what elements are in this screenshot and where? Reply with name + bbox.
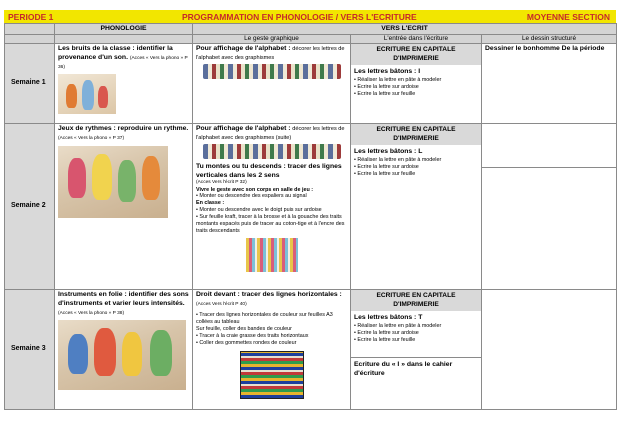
list-item: • Ecrire la lettre sur feuille [354,337,478,344]
header-phonologie: PHONOLOGIE [55,24,193,35]
dessin-cell [482,44,617,124]
list-item: • Ecrire la lettre sur ardoise [354,84,478,91]
geste-ref: (Acces Vers l'écrit P 40) [196,301,247,307]
horizontal-lines-image [240,351,304,399]
dessin-cell [482,290,617,410]
letters-label: Les lettres bâtons : I [354,68,421,76]
list-item: • Ecrire la lettre sur feuille [354,171,478,178]
header-row-1 [5,24,617,35]
geste-line: Sur feuille, coller des bandes de couleur [196,325,292,332]
alphabet-strip-image [203,144,341,159]
list-item: • Réaliser la lettre en pâte à modeler [354,157,478,164]
letters-label: Les lettres bâtons : L [354,148,423,156]
dessin-text: Dessiner le bonhomme De la période [485,45,605,53]
letters-label: Les lettres bâtons : T [354,314,423,322]
list-item: • Réaliser la lettre en pâte à modeler [354,77,478,84]
list-item: • Ecrire la lettre sur ardoise [354,330,478,337]
week-row [5,44,617,124]
phono-subheader [55,35,193,44]
geste2-line: En classe : [196,200,225,207]
corner-cell-2 [5,35,55,44]
phono-title: Les bruits de la classe : identifier la provenance d'un son. [58,45,173,61]
list-item: • Ecrire la lettre sur feuille [354,91,478,98]
geste-text: décorer les lettres de l'alphabet avec des graphismes (suite) [196,126,345,141]
header-entree: L'entrée dans l'écriture [351,35,482,44]
title-banner [4,10,616,23]
entree-cell [351,124,482,290]
geste-cell [193,124,351,290]
cahier-text: Ecriture du « I » dans le cahier d'écriture [354,361,453,378]
capitale-heading: ECRITURE EN CAPITALE D'IMPRIMERIE [351,124,481,145]
phono-ref: (Acces « Vers la phono » P 36) [58,55,188,70]
instruments-photo [58,320,186,390]
entree-cell [351,290,482,410]
corner-cell [5,24,55,35]
phono-ref: (Acces « Vers la phono » P 38) [58,310,125,316]
phono-cell [55,44,193,124]
rhythm-photo [58,146,168,218]
phono-ref: (Acces « Vers la phono » P 37) [58,135,125,141]
section-label: MOYENNE SECTION [526,11,610,22]
geste2-title: Tu montes ou tu descends : tracer des lignes verticales dans les 2 sens [196,163,342,179]
phono-title: Jeux de rythmes : reproduire un rythme. [58,125,189,133]
dessin-cell [482,124,617,290]
geste2-ref: (Acces Vers l'écrit P 32) [196,180,247,186]
week-label: Semaine 2 [5,124,55,290]
list-item: • Ecrire la lettre sur ardoise [354,164,478,171]
header-row-2 [5,35,617,44]
geste2-line: • Monter ou descendre des espaliers au signal [196,193,307,200]
geste-cell [193,290,351,410]
header-dessin: Le dessin structuré [482,35,617,44]
phono-cell [55,124,193,290]
document-title: PROGRAMMATION EN PHONOLOGIE / VERS L'ECRITURE [182,11,417,22]
capitale-heading: ECRITURE EN CAPITALE D'IMPRIMERIE [351,44,481,65]
week-row [5,124,617,290]
week-label: Semaine 3 [5,290,55,410]
week-label: Semaine 1 [5,44,55,124]
geste-cell [193,44,351,124]
capitale-heading: ECRITURE EN CAPITALE D'IMPRIMERIE [351,290,481,311]
geste-line: • Tracer à la craie grasse des traits horizontaux [196,332,309,339]
classroom-photo [58,74,116,114]
header-geste: Le geste graphique [193,35,351,44]
vertical-lines-image [246,238,298,272]
programmation-table [4,23,617,410]
phono-cell [55,290,193,410]
geste-line: • Tracer des lignes horizontales de couleur sur feuilles A3 collées au tableau [196,312,333,325]
entree-cell [351,44,482,124]
geste-line: • Coller des gommettes rondes de couleur [196,339,297,346]
geste2-line: • Monter ou descendre avec le doigt puis sur ardoise [196,207,322,214]
geste-title: Pour affichage de l'alphabet : [196,45,291,53]
geste-title: Droit devant : tracer des lignes horizontales : [196,291,342,299]
geste-text: décorer les lettres de l'alphabet avec des graphismes [196,46,345,61]
geste2-line: • Sur feuille kraft, tracer à la brosse et à la gouache des traits montants espacés puis de tracer au coton-tige et à l'encre des traits descendants [196,214,345,234]
alphabet-strip-image [203,64,341,79]
header-vers-ecrit: VERS L'ECRIT [193,24,617,35]
periode-label: PERIODE 1 [8,11,54,22]
phono-title: Instruments en folie : identifier des sons d'instruments et varier leurs intensités. [58,291,189,307]
geste-title: Pour affichage de l'alphabet : [196,125,291,133]
list-item: • Réaliser la lettre en pâte à modeler [354,323,478,330]
week-row [5,290,617,410]
geste2-line: Vivre le geste avec son corps en salle de jeu : [196,186,314,193]
